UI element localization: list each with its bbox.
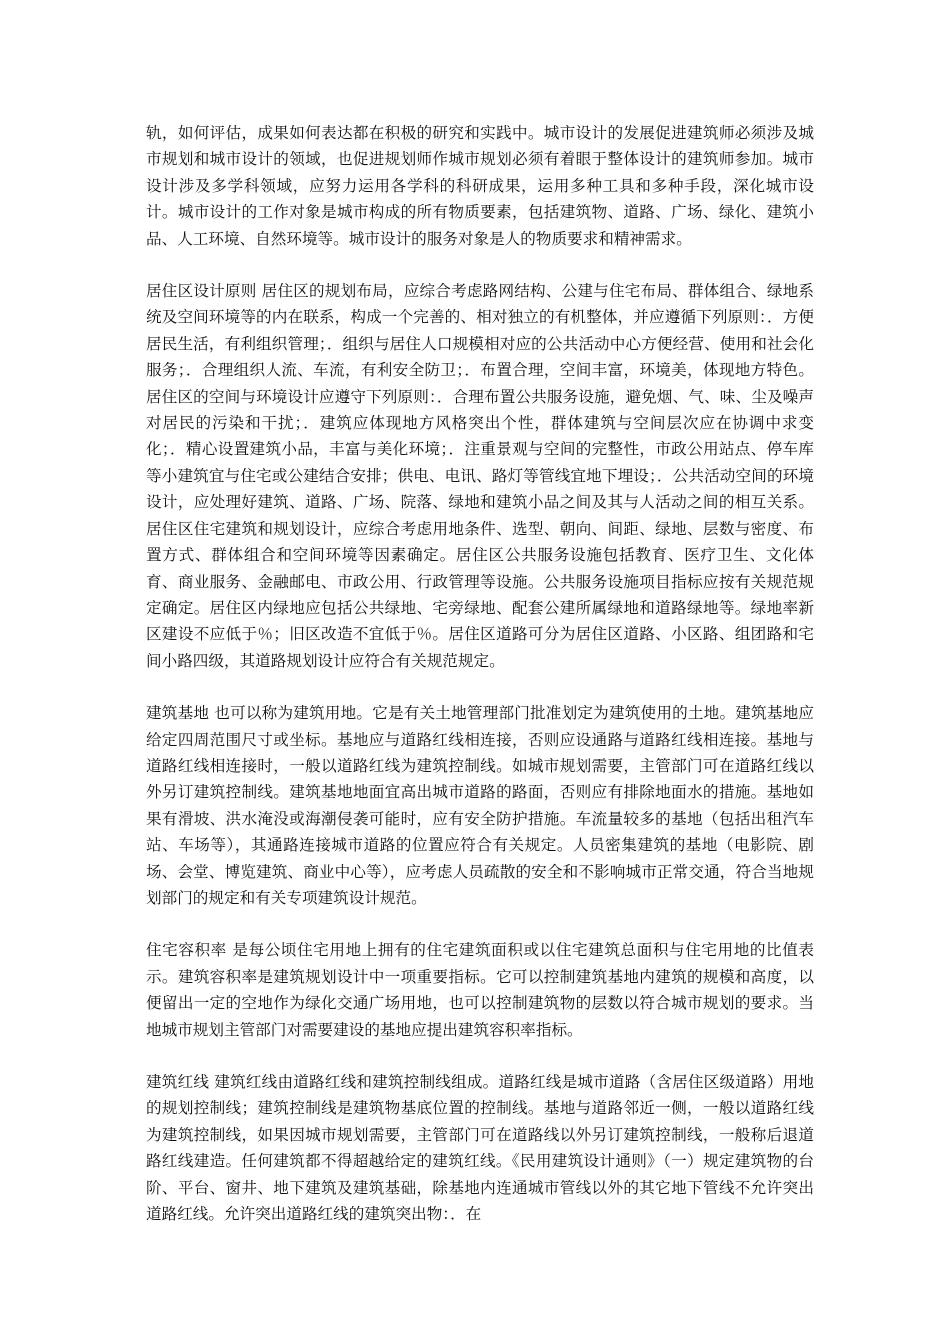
paragraph-building-red-line: 建筑红线 建筑红线由道路红线和建筑控制线组成。道路红线是城市道路（含居住区级道路）用地的规划控制线；建筑控制线是建筑物基底位置的控制线。基地与道路邻近一侧，一般以道路红线为建筑控制线，如果因城市规划需要，主管部门可在道路线以外另订建筑控制线，一般称后退道路红线建造。任何建筑都不得超越给定的建筑红线。《民用建筑设计通则》（一）规定建筑物的台阶、平台、窗井、地下建筑及建筑基础，除基地内连通城市管线以外的其它地下管线不允许突出道路红线。允许突出道路红线的建筑突出物：．在 [146, 1073, 814, 1224]
document-body [146, 120, 814, 1253]
paragraph-building-site: 建筑基地 也可以称为建筑用地。它是有关土地管理部门批准划定为建筑使用的土地。建筑基地应给定四周范围尺寸或坐标。基地应与道路红线相连接，否则应设通路与道路红线相连接。基地与道路红线相连接时，一般以道路红线为建筑控制线。如城市规划需要，主管部门可在道路红线以外另订建筑控制线。建筑基地地面宜高出城市道路的路面，否则应有排除地面水的措施。基地如果有滑坡、洪水淹没或海潮侵袭可能时，应有安全防护措施。车流量较多的基地（包括出租汽车站、车场等），其通路连接城市道路的位置应符合有关规定。人员密集建筑的基地（电影院、剧场、会堂、博览建筑、商业中心等），应考虑人员疏散的安全和不影响城市正常交通，符合当地规划部门的规定和有关专项建筑设计规范。 [146, 704, 814, 907]
paragraph-residential-design-principles: 居住区设计原则 居住区的规划布局，应综合考虑路网结构、公建与住宅布局、群体组合、绿地系统及空间环境等的内在联系，构成一个完善的、相对独立的有机整体，并应遵循下列原则：．方便居民生活，有利组织管理；．组织与居住人口规模相对应的公共活动中心方便经营、使用和社会化服务；．合理组织人流、车流，有利安全防卫；．布置合理，空间丰富，环境美，体现地方特色。居住区的空间与环境设计应遵守下列原则：．合理布置公共服务设施，避免烟、气、味、尘及噪声对居民的污染和干扰；．建筑应体现地方风格突出个性，群体建筑与空间层次应在协调中求变化；．精心设置建筑小品，丰富与美化环境；．注重景观与空间的完整性，市政公用站点、停车库等小建筑宜与住宅或公建结合安排；供电、电讯、路灯等管线宜地下埋设；．公共活动空间的环境设计，应处理好建筑、道路、广场、院落、绿地和建筑小品之间及其与人活动之间的相互关系。居住区住宅建筑和规划设计，应综合考虑用地条件、选型、朝向、间距、绿地、层数与密度、布置方式、群体组合和空间环境等因素确定。居住区公共服务设施包括教育、医疗卫生、文化体育、商业服务、金融邮电、市政公用、行政管理等设施。公共服务设施项目指标应按有关规范规定确定。居住区内绿地应包括公共绿地、宅旁绿地、配套公建所属绿地和道路绿地等。绿地率新区建设不应低于％；旧区改造不宜低于％。居住区道路可分为居住区道路、小区路、组团路和宅间小路四级，其道路规划设计应符合有关规范规定。 [146, 282, 814, 670]
paragraph-residential-floor-area-ratio: 住宅容积率 是每公顷住宅用地上拥有的住宅建筑面积或以住宅建筑总面积与住宅用地的比值表示。建筑容积率是建筑规划设计中一项重要指标。它可以控制建筑基地内建筑的规模和高度，以便留出一定的空地作为绿化交通广场用地，也可以控制建筑物的层数以符合城市规划的要求。当地城市规划主管部门对需要建设的基地应提出建筑容积率指标。 [146, 941, 814, 1039]
paragraph-urban-design: 轨，如何评估，成果如何表达都在积极的研究和实践中。城市设计的发展促进建筑师必须涉及城市规划和城市设计的领域，也促进规划师作城市规划必须有着眼于整体设计的建筑师参加。城市设计涉及多学科领域，应努力运用各学科的科研成果，运用多种工具和多种手段，深化城市设计。城市设计的工作对象是城市构成的所有物质要素，包括建筑物、道路、广场、绿化、建筑小品、人工环境、自然环境等。城市设计的服务对象是人的物质要求和精神需求。 [146, 124, 814, 248]
